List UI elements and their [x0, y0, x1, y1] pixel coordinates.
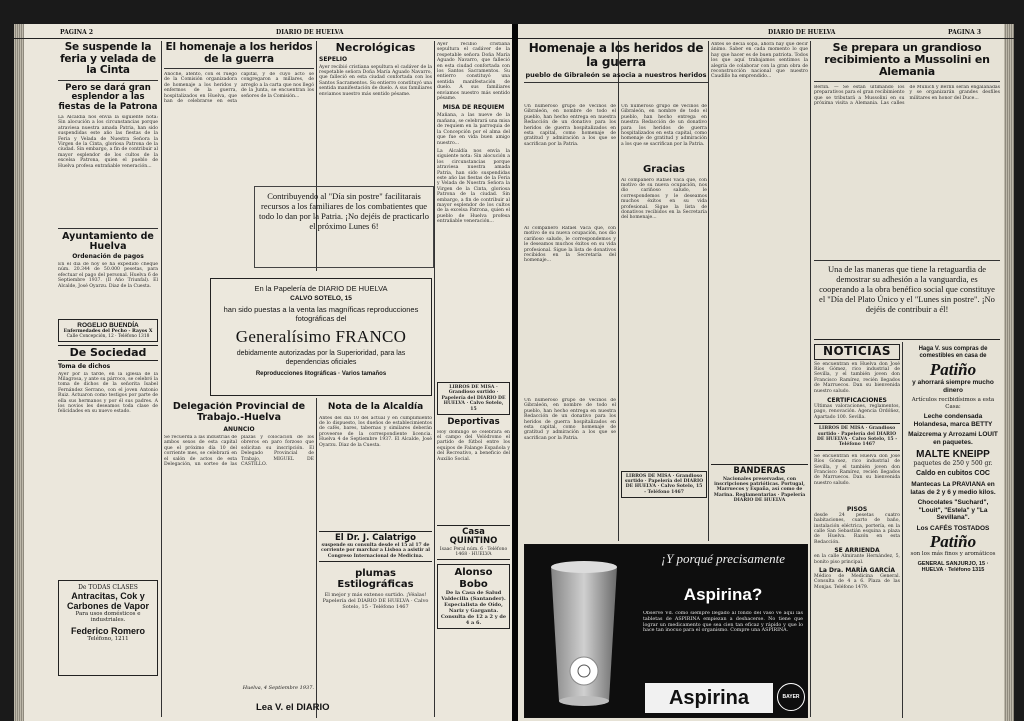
page-edge [14, 24, 24, 721]
ad-franco [210, 278, 432, 396]
libros-misa-right-text: LIBROS DE MISA · Grandioso surtido · Papelería del DIARIO DE HUELVA · Calvo Sotelo, 15 - Teléfono 1467 [624, 473, 704, 495]
left-col4-bottom [437, 382, 510, 718]
ad-carbones-use: Para usos domésticos e industriales. [75, 610, 141, 623]
patino-l9: Mantecas La PRAVIANA en latas de 2 y 6 y medio kilos. [910, 481, 996, 496]
sociedad-sub: Toma de dichos [58, 362, 111, 370]
aspirina-body: Observe Vd. como siempre llegado al fondo del vaso ve aquí las tabletas de ASPIRINA empiezan a deshacerse. No tiene que lograr un medicamento que sea cien tan eficaz y rápido y que lo hace tan inocuo para el organismo. Compre una ASPIRINA. [643, 611, 803, 634]
right-col2 [711, 42, 808, 462]
ad-calatrigo [319, 531, 432, 563]
ad-franco-l1: En la Papelería de DIARIO DE HUELVA [254, 284, 388, 293]
sociedad-body: Ayer por la tarde, en la iglesia de la Milagrosa, y ante su párroco, se celebró la toma de dichos de la señorita Isabel Fernández Serrano, con el joven Antonio Ruiz. Actuaron como testigos por parte de ella sus hermanos y por él sus padres. A los novios les deseamos toda clase de felicidades en su nuevo estado. [58, 371, 158, 415]
patino-l2: y ahorrará siempre mucho dinero [912, 379, 994, 394]
donativos-body: Un numeroso grupo de vecinos de Gibraleón, en nombre de todo el pueblo, han hecho entrega en nuestra Redacción de un donativo para los heridos de guerra hospitalizados en esta capital, como homenaje de gratitud y admiración a los que se sacrifican por la Patria. [621, 104, 707, 147]
right-col1-body [524, 104, 616, 540]
patino-brand: Patiño [929, 360, 977, 379]
patino-l4: Leche condensada Holandesa, marca BETTY [913, 413, 993, 428]
patino-l3: Artículos recibidísimos a esta Casa: [911, 397, 995, 410]
plumas-head: plumas Estilográficas [337, 568, 414, 591]
col4-text-a: Ayer recibió cristiana sepultura el cadáver de la respetable señora Doña María Aguado Navarro, que falleció en esta ciudad confortada con los Santos Sacramentos. Su entierro constituyó una sentida manifestación de duelo. A sus familiares enviamos nuestro más sentido pésame. [437, 42, 510, 102]
ad-carbones-name: Federico Romero [70, 625, 146, 636]
noticias-body: Se encuentran en Huelva don José Ríos Gómez, rico industrial de Sevilla, y el también joven don Francisco Ramírez, recién llegados de Marruecos. Dan su bienvenida nuestro saludo. [814, 361, 900, 394]
plato-unico-text: Una de las maneras que tiene la retaguardia de demostrar su adhesión a la vanguardia, es cooperando a la obra benéfico social que constituye el "Día del Plato Único y el "Lunes sin postre". ¡No dejéis de contribuir a él! [819, 264, 995, 314]
nota-alcaldia-body: Antes del día 10 del actual y en cumplimiento de lo dispuesto, los dueños de establecimientos de cafés, bares, tabernas y similares deberán proveerse de la correspondiente licencia. Huelva 4 de Septiembre 1937. El Alcalde, José Oyarzu. Diaz de la Cuesta. [319, 415, 432, 448]
ad-franco-l3: han sido puestas a la venta las magníficas reproducciones fotográficas del [223, 305, 419, 323]
patino-l10: Chocolates "Suchard", "Louit", "Estela" y "La Sevillana". [917, 499, 989, 521]
ad-franco-l5: Reproducciones litográficas · Varios tamaños [255, 371, 387, 377]
headline-noticias: NOTICIAS [822, 344, 892, 358]
patino-l1: Haga V. sus compras de comestibles en casa de [918, 346, 988, 359]
sepelio-label: SEPELIO [319, 55, 348, 63]
mussolini-body: Berlín. — Se están ultimando los preparativos para el gran recibimiento que se tributará a Mussolini en su próxima visita a Alemania. Las calles de Munich y Berlín serán engalanadas y se organizarán grandes desfiles militares en honor del Duce... [814, 85, 1000, 107]
folio-left [14, 26, 512, 39]
left-col1 [58, 42, 158, 718]
doctora-body: Médico de Medicina General. Consulta de 4 a 6. Plaza de las Monjas. Teléfono 1479. [814, 574, 900, 590]
sepelio-body: Ayer recibió cristiana sepultura el cadáver de la respetable señora Doña María Aguado Navarro, que falleció en esta ciudad confortada con los Santos Sacramentos. Su entierro constituyó una sentida manifestación de duelo. A sus familiares enviamos nuestro más sentido pésame. [319, 64, 432, 97]
folio-right [518, 26, 1014, 39]
newspaper-spread [14, 24, 1014, 721]
delegacion-body: Se recuerda a las industrias de ambos sexos de esta capital que el próximo día 10 del corriente mes, se celebrará en el salón de actos de esta Delegación, un sorteo de las plazas y colocación de los obreros en paro forzoso que solicitan su inscripción. El Delegado Provincial de Trabajo, MIGUEL DE CASTILLO. [164, 435, 314, 468]
headline-mussolini: Se prepara un grandioso recibimiento a Mussolini en Alemania [824, 42, 990, 78]
ad-buendia-addr: Calle Concepción, 12 · Teléfono 1318 [66, 334, 150, 339]
ad-alonso [437, 564, 510, 629]
dia-sin-postre-text: Contribuyendo al "Día sin postre" facilitarais recursos a los familiares de los combatientes que todo lo dan por la Patria. ¡No dejéis de practicarlo el próximo Lunes 6! [259, 191, 429, 231]
aspirin-glass-icon [531, 551, 637, 713]
folio-paper-right: DIARIO DE HUELVA [768, 29, 836, 36]
folio-paper: DIARIO DE HUELVA [276, 29, 344, 36]
folio-page-right: PAGINA 3 [948, 29, 982, 36]
ad-carbones-tel: Teléfono, 1211 [87, 635, 129, 642]
headline-nota-alcaldia: Nota de la Alcaldía [327, 402, 424, 412]
certif-body: Ultimas valoraciones, reglamentos, pago, renovación. Agencia Ordóñez, Apartado 100. Sevilla. [814, 403, 900, 420]
libros-noticias [814, 423, 900, 451]
patino-l12: son los más finos y aromáticos [910, 551, 996, 557]
ad-aspirina [524, 544, 808, 718]
box-dia-sin-postre [254, 186, 434, 268]
ad-buendia-name: ROGELIO BUENDÍA [77, 322, 139, 329]
left-page [14, 24, 512, 721]
ad-franco-name: Generalísimo FRANCO [235, 327, 407, 346]
pisos-head: PISOS [846, 505, 868, 513]
noticias-head-box [814, 344, 900, 360]
patino-l11: Los CAFÉS TOSTADOS [916, 524, 990, 532]
alonso-body: De la Casa de Salud Valdecilla (Santander). Especialista de Oído, Nariz y Garganta. Consulta de 12 a 2 y de 4 a 6. [440, 590, 507, 627]
ad-quintino [437, 525, 510, 561]
box-plato-unico [814, 260, 1000, 340]
page-edge-right [1004, 24, 1014, 721]
plumas-body: El mejor y más extenso surtido. ¡Véalas! Papelería del DIARIO DE HUELVA · Calvo Sotelo, 15 - Teléfono 1467 [322, 592, 429, 611]
doctora-head: La Dra. MARÍA GARCÍA [819, 567, 895, 575]
article-homenaje: Anoche, atento, con el ruego de la Comisión organizadora de homenaje a los heridos y enfermos de la guerra, hospitalizados en Huelva, que han de celebrarse en esta capital, y de cuyo acto se congregaron a millares, de arreglo a la carta que nos llegó de la Junta, se encuentran los señores de la Comisión... [164, 72, 314, 105]
deportivas-body: Hoy domingo se celebrará en el campo del Velódromo el partido de fútbol entre los equipos de Falange Española y del Recreativo, a beneficio del Auxilio Social. [437, 429, 510, 462]
left-col4-top [437, 42, 510, 422]
subhead-gibraleon: pueblo de Gibraleón se asocia a nuestros heridos [525, 71, 707, 79]
subhead-patrona: Pero se dará gran esplendor a las fiestas de la Patrona [58, 82, 158, 112]
arriendo-body: en la calle Almirante Hernández, 5, bonito piso principal. [814, 554, 900, 565]
headline-feria: Se suspende la feria y velada de la Cinta [60, 42, 156, 76]
ad-franco-l4: debidamente autorizadas por la Superioridad, para las dependencias oficiales [236, 350, 406, 366]
left-col2-bottom [164, 402, 314, 694]
headline-deportivas: Deportivas [447, 417, 500, 428]
pisos-body: desde 24 pesetas cuatro habitaciones, cuarto de baño, instalación eléctrica, portería, en la calle San Sebastián esquina a plaza de Huelva. Razón en esta Redacción. [814, 512, 900, 545]
arriendo-head: SE ARRIENDA [834, 547, 880, 555]
patino-l13: GENERAL SANJURJO, 15 · HUELVA · Teléfono 1315 [917, 560, 989, 573]
headline-homenaje-right: Homenaje a los heridos de la guerra [528, 42, 704, 69]
left-col3-top [319, 42, 432, 192]
headline-necrologicas: Necrológicas [335, 42, 416, 54]
folio-page: PAGINA 2 [60, 29, 94, 36]
right-noticias [814, 344, 900, 718]
headline-ayuntamiento: Ayuntamiento de Huelva [62, 231, 154, 252]
aspirina-tagline: ¡Y porqué precisamente [661, 551, 785, 566]
ad-banderas [711, 464, 808, 542]
patino-l5: Maizcrema y Arrozami LOUIT en paquetes. [908, 431, 998, 446]
calatrigo-body: suspende su consulta desde el 15 al 17 de corriente por marchar a Lisboa a asistir al Congreso Internacional de Medicina. [320, 543, 431, 559]
misa-head: MISA DE REQUIEM [442, 104, 505, 112]
ad-buendia [58, 319, 158, 342]
aspirina-brand: Aspirina? [683, 585, 763, 604]
gibraleon-body: Un numeroso grupo de vecinos de Gibraleón, en nombre de todo el pueblo, han hecho entrega en nuestra Redacción de un donativo para los heridos de guerra hospitalizados en esta capital, como homenaje de gratitud y admiración a los que se sacrifican por la Patria. [524, 104, 616, 147]
headline-gracias: Gracias [643, 164, 685, 175]
delegacion-sig: Huelva, 4 Septiembre 1937. [242, 685, 314, 691]
headline-sociedad: De Sociedad [58, 345, 158, 361]
noticias-body-2: Se encuentran en Huelva don José Ríos Gómez, rico industrial de Sevilla, y el también joven don Francisco Ramírez, recién llegados de Marruecos. Dan su bienvenida nuestro saludo. [814, 453, 900, 486]
certif-head: CERTIFICACIONES [827, 396, 887, 404]
patino-l7: paquetes de 250 y 500 gr. [913, 460, 993, 467]
ad-carbones-title: De TODAS CLASES [78, 583, 138, 591]
right-col3-top [814, 42, 1000, 258]
gracias-body: Al compañero Rafael Vaca que, con motivo de su nueva ocupación, nos dio cariñoso saludo, le correspondemos y le deseamos muchos éxitos en su vida profesional. Sigue la lista de donativos recibidos en la Secretaría del homenaje... [621, 177, 707, 221]
gibraleon-body-2: Al compañero Rafael Vaca que, con motivo de su nueva ocupación, nos dio cariñoso saludo, le correspondemos y le deseamos muchos éxitos en su vida profesional. Sigue la lista de donativos recibidos en la Secretaría del homenaje... [524, 226, 616, 264]
headline-homenaje: El homenaje a los heridos de la guerra [165, 42, 313, 65]
patino-brand2: Patiño [929, 532, 977, 551]
left-col3-bottom [319, 402, 432, 718]
headline-delegacion: Delegación Provincial de Trabajo.-Huelva [172, 402, 306, 423]
ad-carbones-main: Antracitas, Cok y Carbones de Vapor [66, 590, 150, 611]
article-feria: La Alcaldía nos envía la siguiente nota: Sin alocución a los circunstancias porque atraviesa nuestra amada Patria, han sido suspendidas este año las fiestas de la Feria y Velada de Nuestra Señora la Virgen de la Cinta, gloriosa Patrona de la ciudad. Sin embargo, a fin de contribuir al mayor esplendor de los cultos de la excelsa Patrona, quien el pueblo de Huelva profesa entrañable veneración... [58, 115, 158, 169]
quintino-body: Isaac Peral núm. 6 · Teléfono 1468 · HUELVA [439, 546, 508, 557]
banderas-body: Nacionales preservadas, con inscripciones patrióticas. Portugal, Marruecos y España, así como de Marina. Reglamentarias · Papelería DIARIO DE HUELVA [713, 476, 806, 504]
aspirina-brand2: Aspirina [645, 683, 773, 713]
patino-l6: MALTE KNEIPP [916, 449, 990, 460]
ad-plumas [319, 568, 432, 610]
calatrigo-head: El Dr. J. Calatrigo [335, 532, 416, 543]
right-col2-body: Antes se decía sopa, ahora hay que decir ánimo. Saber en cada momento lo que hay que hacer es de buen patriota. Todos los que aquí trabajamos sentimos la alegría de colaborar con la gran obra de reconstrucción nacional que nuestro Caudillo ha emprendido... [711, 42, 808, 80]
ad-patino [905, 344, 1001, 718]
anuncio-label: ANUNCIO [223, 426, 255, 433]
ad-franco-l2: CALVO SOTELO, 15 [290, 295, 352, 302]
lea-diario-text: Lea V. el DIARIO [256, 702, 330, 713]
ad-buendia-sub: Enfermedades del Pecho - Rayos X [63, 329, 153, 334]
ayuntamiento-sub: Ordenación de pagos [72, 253, 144, 260]
alonso-head: Alonso Bobo [454, 567, 493, 590]
ad-carbones [58, 580, 158, 676]
quintino-head: Casa QUINTINO [449, 526, 498, 547]
misa-body: Mañana, a las nueve de la mañana, se celebrará una misa de requiem en la parroquia de la Concepción por el alma del que fue en vida buen amigo nuestro... [437, 113, 510, 146]
right-page [518, 24, 1014, 721]
gibraleon-body-3: Un numeroso grupo de vecinos de Gibraleón, en nombre de todo el pueblo, han hecho entrega en nuestra Redacción de un donativo para los heridos de guerra hospitalizados en esta capital, como homenaje de gratitud y admiración a los que se sacrifican por la Patria. [524, 398, 616, 441]
ad-libros-misa [437, 382, 510, 415]
libros-misa-text: LIBROS DE MISA · Grandioso surtido · Papelería del DIARIO DE HUELVA · Calvo Sotelo, 15 [441, 385, 506, 412]
banderas-head: BANDERAS [733, 466, 786, 476]
col4-text-b: La Alcaldía nos envía la siguiente nota: Sin alocución a los circunstancias porque atraviesa nuestra amada Patria, han sido suspendidas este año las fiestas de la Feria y Velada de Nuestra Señora la Virgen de la Cinta, gloriosa Patrona de la ciudad. Sin embargo, a fin de contribuir al mayor esplendor de los cultos de la excelsa Patrona, quien el pueblo de Huelva profesa entrañable veneración... [437, 148, 510, 225]
bayer-cross-icon: BAYER [777, 683, 805, 711]
ad-libros-misa-right [621, 471, 707, 499]
patino-l8: Caldo en cubitos COC [916, 470, 990, 477]
libros-noticias-text: LIBROS DE MISA · Grandioso surtido · Papelería del DIARIO DE HUELVA · Calvo Sotelo, 15 - Teléfono 1467 [816, 426, 898, 448]
ayuntamiento-body: En el día de hoy se ha expedido cheque núm. 20.344 de 50.000 pesetas, para efectuar el pago del personal. Huelva 6 de Septiembre 1937. (II Año Triunfal). El Alcalde, José Oyarzu. Diaz de la Cuesta. [58, 262, 158, 289]
right-col1b [621, 104, 707, 540]
